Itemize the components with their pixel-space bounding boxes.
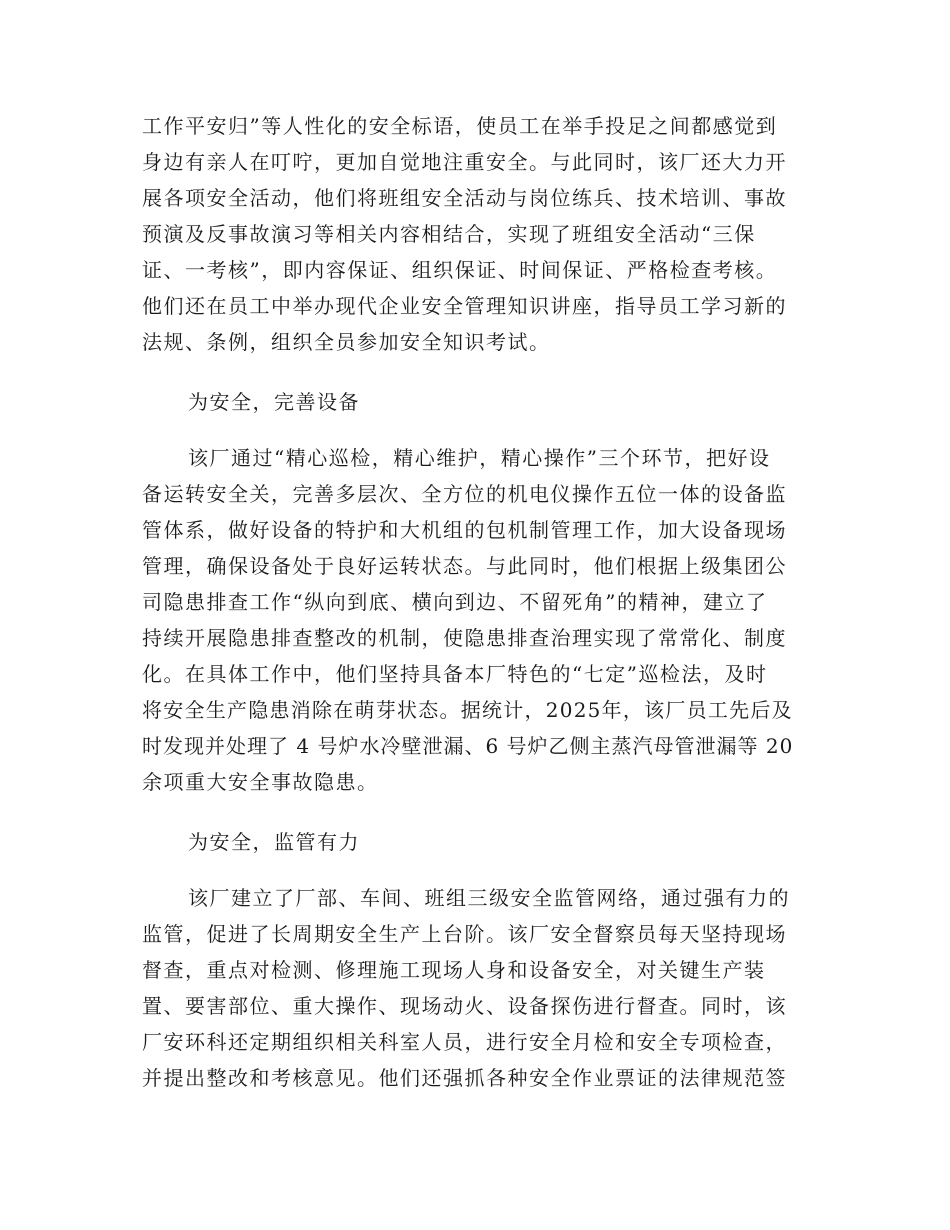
paragraph-line: 并提出整改和考核意见。他们还强抓各种安全作业票证的法律规范签 (142, 1066, 787, 1090)
paragraph-line: 督查，重点对检测、修理施工现场人身和设备安全，对关键生产装 (142, 958, 766, 982)
paragraph-line: 管理，确保设备处于良好运转状态。与此同时，他们根据上级集团公 (142, 554, 787, 578)
paragraph-line: 管体系，做好设备的特护和大机组的包机制管理工作，加大设备现场 (142, 518, 787, 542)
paragraph-line: 余项重大安全事故隐患。 (142, 770, 379, 794)
paragraph-line: 该厂通过“精心巡检，精心维护，精心操作”三个环节，把好设 (188, 446, 771, 470)
paragraph-line: 时发现并处理了 4 号炉水冷壁泄漏、6 号炉乙侧主蒸汽母管泄漏等 20 (142, 734, 794, 758)
section-heading: 为安全，监管有力 (188, 830, 360, 854)
paragraph-line: 监管，促进了长周期安全生产上台阶。该厂安全督察员每天坚持现场 (142, 922, 787, 946)
paragraph-line: 身边有亲人在叮咛，更加自觉地注重安全。与此同时，该厂还大力开 (142, 150, 787, 174)
paragraph-line: 厂安环科还定期组织相关科室人员，进行安全月检和安全专项检查， (142, 1030, 787, 1054)
paragraph-line: 工作平安归”等人性化的安全标语，使员工在举手投足之间都感觉到 (142, 114, 778, 138)
paragraph-line: 该厂建立了厂部、车间、班组三级安全监管网络，通过强有力的 (188, 886, 790, 910)
paragraph-line: 展各项安全活动，他们将班组安全活动与岗位练兵、技术培训、事故 (142, 186, 787, 210)
paragraph-line: 证、一考核”，即内容保证、组织保证、时间保证、严格检查考核。 (142, 258, 778, 282)
paragraph-line: 他们还在员工中举办现代企业安全管理知识讲座，指导员工学习新的 (142, 294, 787, 318)
paragraph-line: 置、要害部位、重大操作、现场动火、设备探伤进行督查。同时，该 (142, 994, 787, 1018)
paragraph-line: 法规、条例，组织全员参加安全知识考试。 (142, 330, 551, 354)
paragraph-line: 将安全生产隐患消除在萌芽状态。据统计，2025年，该厂员工先后及 (142, 698, 793, 722)
paragraph-line: 持续开展隐患排查整改的机制，使隐患排查治理实现了常常化、制度 (142, 626, 787, 650)
paragraph-line: 司隐患排查工作“纵向到底、横向到边、不留死角”的精神，建立了 (142, 590, 768, 614)
section-heading: 为安全，完善设备 (188, 390, 360, 414)
paragraph-line: 化。在具体工作中，他们坚持具备本厂特色的“七定”巡检法，及时 (142, 662, 768, 686)
paragraph-line: 备运转安全关，完善多层次、全方位的机电仪操作五位一体的设备监 (142, 482, 787, 506)
paragraph-line: 预演及反事故演习等相关内容相结合，实现了班组安全活动“三保 (142, 222, 756, 246)
